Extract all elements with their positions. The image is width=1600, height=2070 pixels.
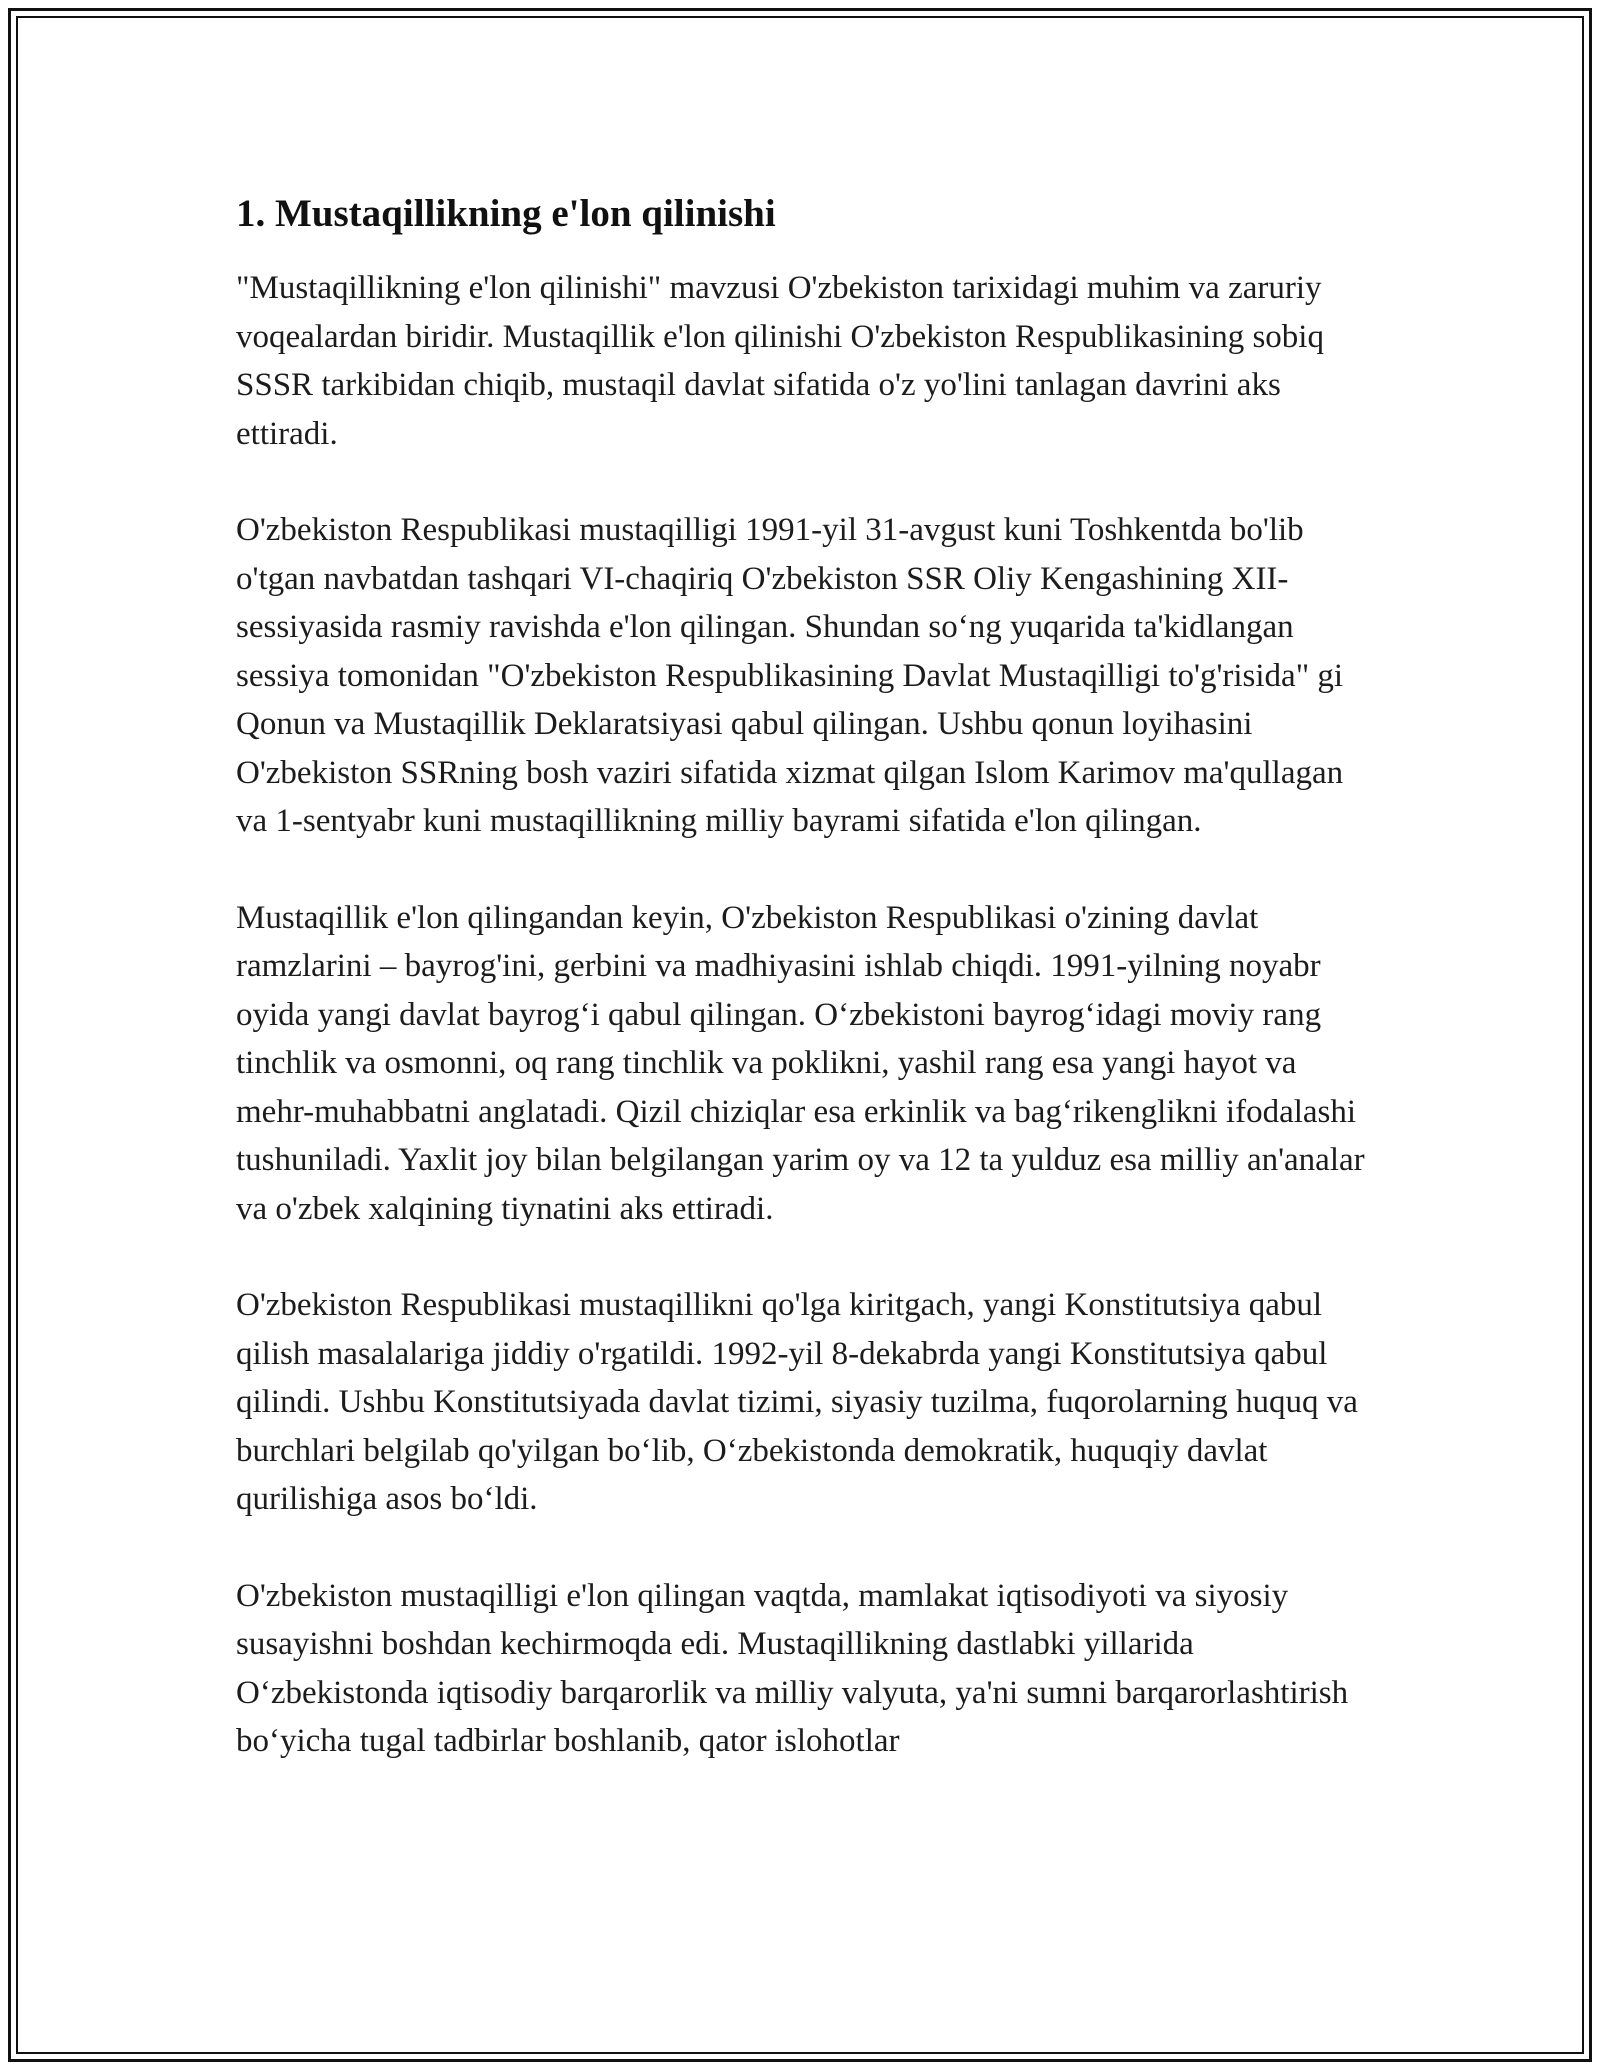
- paragraph-constitution: O'zbekiston Respublikasi mustaqillikni qo'lga kiritgach, yangi Konstitutsiya qabul qilish masalalariga jiddiy o'rgatildi. 1992-yil 8-dekabrda yangi Konstitutsiya qabul qilindi. Ushbu Konstitutsiyada davlat tizimi, siyasiy tuzilma, fuqorolarning huquq va burchlari belgilab qo'yilgan bo‘lib, O‘zbekistonda demokratik, huquqiy davlat qurilishiga asos bo‘ldi.: [236, 1287, 1358, 1517]
- document-body: [236, 188, 1376, 1766]
- paragraph-intro: "Mustaqillikning e'lon qilinishi" mavzusi O'zbekiston tarixidagi muhim va zaruriy voqealardan biridir. Mustaqillik e'lon qilinishi O'zbekiston Respublikasining sobiq SSSR tarkibidan chiqib, mustaqil davlat sifatida o'z yo'lini tanlagan davrini aks ettiradi.: [236, 270, 1324, 452]
- section-heading: 1. Mustaqillikning e'lon qilinishi: [236, 192, 776, 235]
- paragraph-state-symbols: Mustaqillik e'lon qilingandan keyin, O'zbekiston Respublikasi o'zining davlat ramzlarini – bayrog'ini, gerbini va madhiyasini ishlab chiqdi. 1991-yilning noyabr oyida yangi davlat bayrog‘i qabul qilingan. O‘zbekistoni bayrog‘idagi moviy rang tinchlik va osmonni, oq rang tinchlik va poklikni, yashil rang esa yangi hayot va mehr-muhabbatni anglatadi. Qizil chiziqlar esa erkinlik va bag‘rikenglikni ifodalashi tushuniladi. Yaxlit joy bilan belgilangan yarim oy va 12 ta yulduz esa milliy an'analar va o'zbek xalqining tiynatini aks ettiradi.: [236, 899, 1365, 1227]
- paragraph-declaration: O'zbekiston Respublikasi mustaqilligi 1991-yil 31-avgust kuni Toshkentda bo'lib o'tgan navbatdan tashqari VI-chaqiriq O'zbekiston SSR Oliy Kengashining XII-sessiyasida rasmiy ravishda e'lon qilingan. Shundan so‘ng yuqarida ta'kidlangan sessiya tomonidan "O'zbekiston Respublikasining Davlat Mustaqilligi to'g'risida" gi Qonun va Mustaqillik Deklaratsiyasi qabul qilingan. Ushbu qonun loyihasini O'zbekiston SSRning bosh vaziri sifatida xizmat qilgan Islom Karimov ma'qullagan va 1-sentyabr kuni mustaqillikning milliy bayrami sifatida e'lon qilingan.: [236, 512, 1344, 839]
- paragraph-economy: O'zbekiston mustaqilligi e'lon qilingan vaqtda, mamlakat iqtisodiyoti va siyosiy susayishni boshdan kechirmoqda edi. Mustaqillikning dastlabki yillarida O‘zbekistonda iqtisodiy barqarorlik va milliy valyuta, ya'ni sumni barqarorlashtirish bo‘yicha tugal tadbirlar boshlanib, qator islohotlar: [236, 1577, 1349, 1759]
